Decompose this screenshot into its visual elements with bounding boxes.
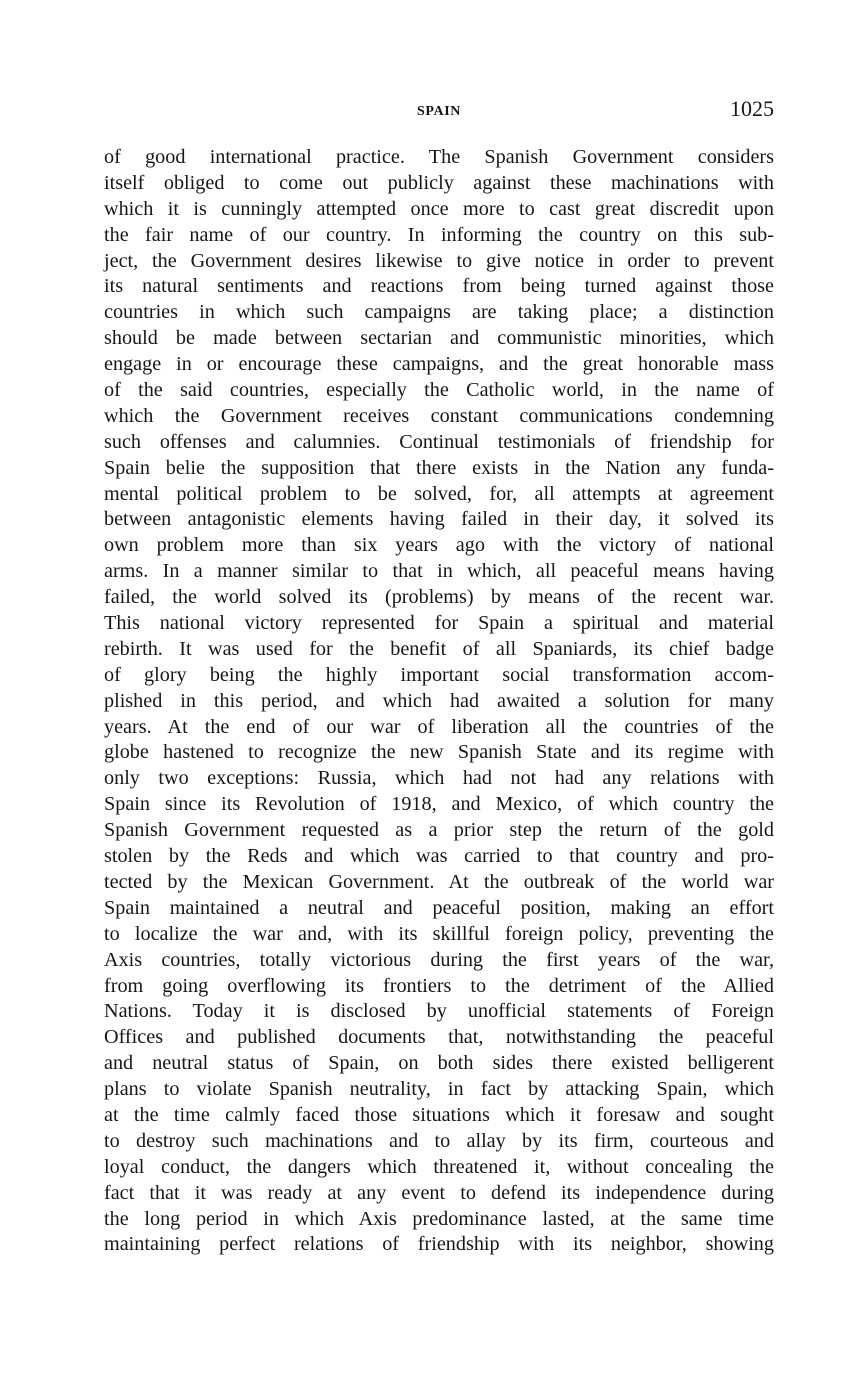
text-line: Offices and published documents that, notwithstanding the peaceful: [104, 1026, 774, 1049]
text-line: between antagonistic elements having failed in their day, it solved its: [104, 508, 774, 531]
running-header: [104, 92, 774, 128]
text-line: This national victory represented for Spain a spiritual and material: [104, 612, 774, 635]
text-line: of glory being the highly important social transformation accom-: [104, 663, 774, 686]
text-line: countries in which such campaigns are taking place; a distinction: [104, 301, 774, 324]
text-line: only two exceptions: Russia, which had not had any relations with: [104, 767, 774, 790]
text-line: arms. In a manner similar to that in which, all peaceful means having: [104, 560, 774, 583]
text-line: of good international practice. The Spanish Government considers: [104, 146, 774, 168]
text-line: Nations. Today it is disclosed by unofficial statements of Foreign: [104, 1000, 774, 1023]
text-line: tected by the Mexican Government. At the outbreak of the world war: [104, 870, 774, 893]
text-line: rebirth. It was used for the benefit of all Spaniards, its chief badge: [104, 637, 774, 660]
text-line: of the said countries, especially the Catholic world, in the name of: [104, 379, 774, 402]
text-line: fact that it was ready at any event to defend its independence during: [104, 1181, 774, 1204]
text-line: at the time calmly faced those situations which it foresaw and sought: [104, 1103, 774, 1126]
text-line: engage in or encourage these campaigns, and the great honorable mass: [104, 353, 774, 376]
text-line: ject, the Government desires likewise to give notice in order to prevent: [104, 249, 774, 272]
text-line: to destroy such machinations and to allay by its firm, courteous and: [104, 1129, 774, 1152]
text-line: and neutral status of Spain, on both sides there existed belligerent: [104, 1052, 774, 1075]
text-line: failed, the world solved its (problems) by means of the recent war.: [104, 586, 774, 609]
text-line: Spain belie the supposition that there exists in the Nation any funda-: [104, 456, 774, 479]
text-line: stolen by the Reds and which was carried to that country and pro-: [104, 845, 774, 868]
text-line: itself obliged to come out publicly against these machinations with: [104, 171, 774, 194]
text-line: globe hastened to recognize the new Spanish State and its regime with: [104, 741, 774, 764]
text-line: Spain maintained a neutral and peaceful position, making an effort: [104, 896, 774, 919]
running-title: SPAIN: [417, 104, 461, 119]
text-line: which the Government receives constant communications condemning: [104, 404, 774, 427]
page-number: 1025: [730, 96, 774, 121]
text-line: from going overflowing its frontiers to the detriment of the Allied: [104, 974, 774, 997]
text-line: years. At the end of our war of liberation all the countries of the: [104, 715, 774, 738]
text-line: should be made between sectarian and communistic minorities, which: [104, 327, 774, 350]
text-line: its natural sentiments and reactions from being turned against those: [104, 275, 774, 298]
text-line: own problem more than six years ago with the victory of national: [104, 534, 774, 557]
text-line: the long period in which Axis predominance lasted, at the same time: [104, 1207, 774, 1230]
text-line: to localize the war and, with its skillful foreign policy, preventing the: [104, 922, 774, 945]
text-line: plans to violate Spanish neutrality, in fact by attacking Spain, which: [104, 1078, 774, 1101]
text-line: Spain since its Revolution of 1918, and Mexico, of which country the: [104, 793, 774, 816]
text-line: plished in this period, and which had awaited a solution for many: [104, 689, 774, 712]
text-line: loyal conduct, the dangers which threatened it, without concealing the: [104, 1155, 774, 1178]
text-line: the fair name of our country. In informing the country on this sub-: [104, 223, 774, 246]
text-line: Axis countries, totally victorious during the first years of the war,: [104, 948, 774, 971]
body-text: [104, 145, 774, 1258]
text-line: Spanish Government requested as a prior step the return of the gold: [104, 819, 774, 842]
text-line: such offenses and calumnies. Continual testimonials of friendship for: [104, 430, 774, 453]
text-line: mental political problem to be solved, for, all attempts at agreement: [104, 482, 774, 505]
text-line: which it is cunningly attempted once more to cast great discredit upon: [104, 197, 774, 220]
text-line: maintaining perfect relations of friendship with its neighbor, showing: [104, 1233, 774, 1256]
